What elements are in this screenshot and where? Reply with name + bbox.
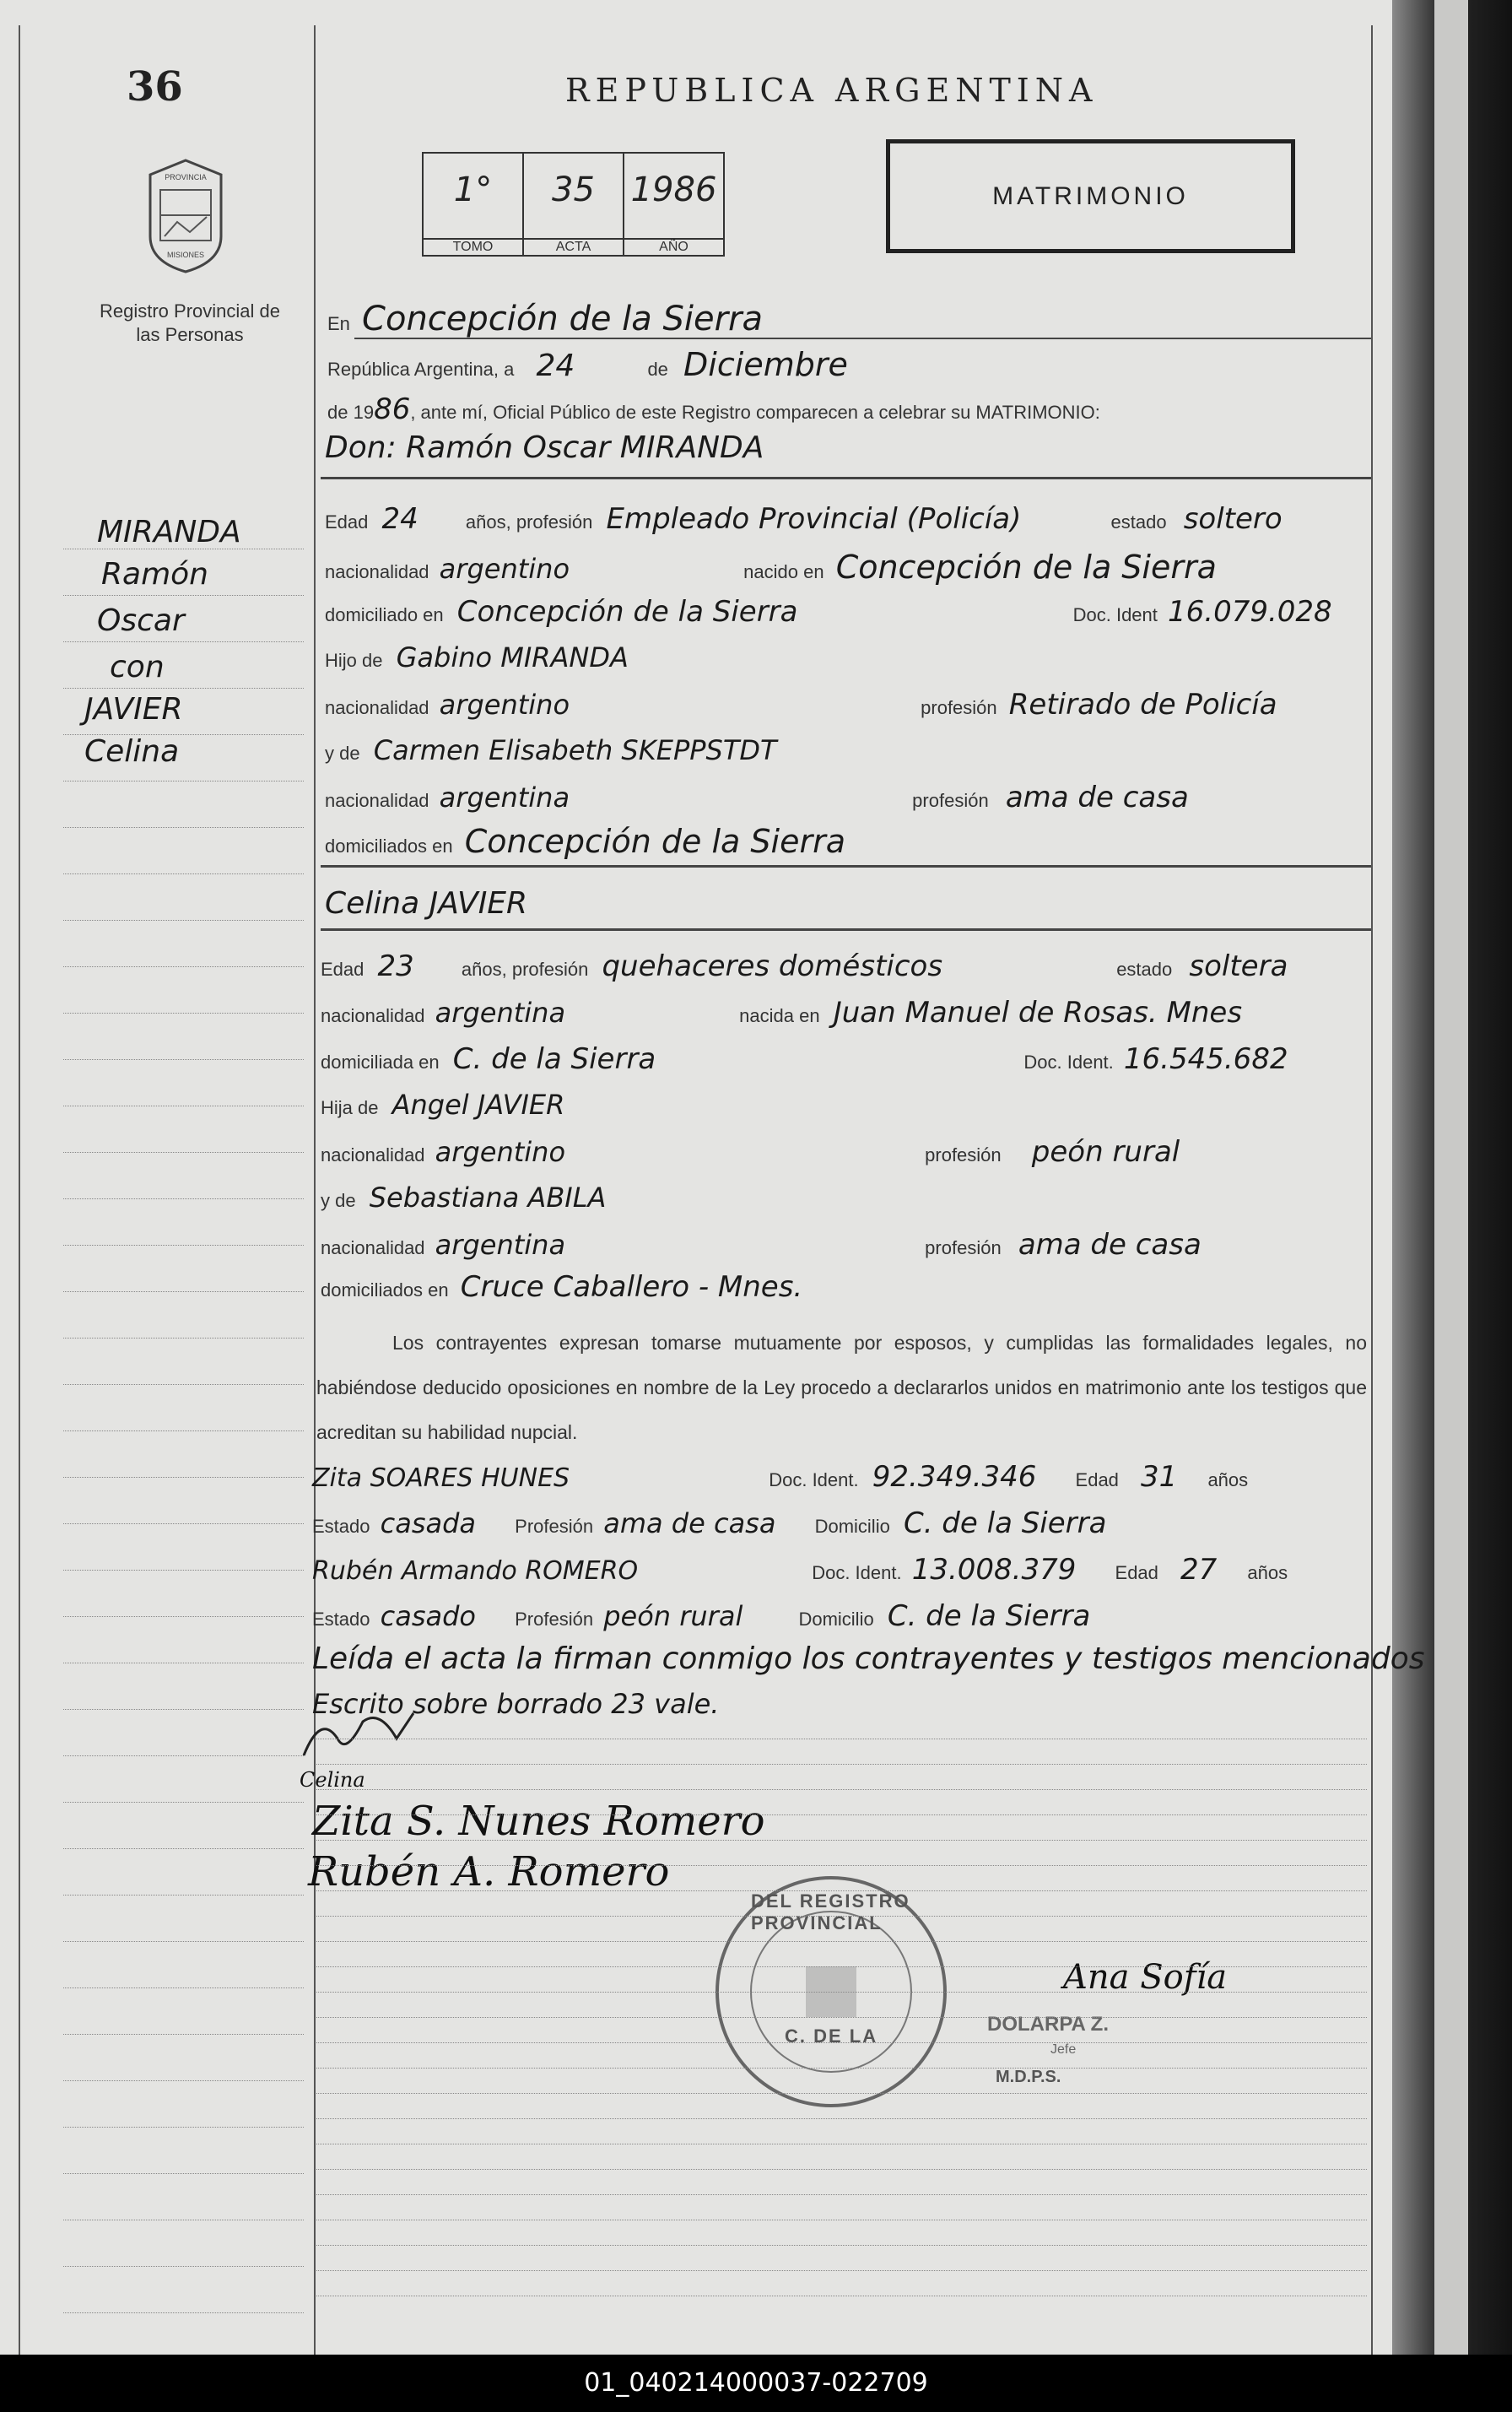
anos-label: años [1207,1469,1249,1490]
ruled-line [63,1895,304,1896]
groom-nac-line [325,549,1217,586]
ruled-line [63,1755,304,1756]
bride-name: Celina JAVIER [325,886,528,921]
document-type-box: MATRIMONIO [886,139,1295,253]
witness2-edad: 27 [1180,1553,1218,1587]
groom-nacido: Concepción de la Sierra [835,549,1217,586]
bride-doc: 16.545.682 [1123,1042,1288,1076]
bride-edad-line [321,949,1288,983]
groom-padre-prof: Retirado de Policía [1008,688,1277,722]
bride-madre-nac-line [321,1228,1202,1262]
ruled-line [316,1966,1367,1967]
ruled-line [63,688,304,689]
anos-label: años [1247,1562,1288,1583]
margin-bride-firstname: Celina [84,734,180,769]
ruled-line [63,1013,304,1014]
witness2-domicilio: C. de la Sierra [887,1599,1091,1633]
bride-nacionalidad: argentina [435,997,566,1029]
image-id-footer: 01_040214000037-022709 [0,2355,1512,2412]
groom-padre: Gabino MIRANDA [396,641,629,673]
witness2-profesion: peón rural [603,1600,743,1632]
bride-name-line [325,886,527,921]
madre-label: y de [325,743,360,764]
tomo-value: 1° [453,170,493,209]
doc-label: Doc. Ident. [769,1469,859,1490]
ruled-line [63,1152,304,1153]
ruled-line [316,2093,1367,2094]
ruled-line [63,2080,304,2081]
doc-label: Doc. Ident. [812,1562,902,1583]
edad-label: Edad [321,959,364,980]
witness2-line [312,1553,1288,1587]
ruled-line [63,873,304,874]
nacionalidad-label: nacionalidad [321,1237,425,1258]
groom-padres-dom: Concepción de la Sierra [464,823,845,860]
margin-bride-surname: JAVIER [84,692,183,727]
nacionalidad-label: nacionalidad [321,1005,425,1026]
de-label: de [647,359,668,380]
witness1-domicilio: C. de la Sierra [903,1506,1107,1540]
intro-year-line [327,392,1100,426]
edad-label: Edad [325,511,369,533]
republica-label: República Argentina, a [327,359,515,380]
closing-line-1: Leída el acta la firman conmigo los contrayentes y testigos mencionados [312,1641,1425,1676]
groom-nacionalidad: argentino [439,553,570,585]
bride-nac-line [321,996,1242,1030]
witness1-edad: 31 [1141,1460,1178,1494]
officer-signature: Ana Sofía [1063,1958,1228,1997]
ruled-line [63,1245,304,1246]
groom-dom-line [325,595,1332,629]
groom-padre-line [325,641,629,673]
ruled-line [316,2245,1367,2246]
witness1-line [312,1460,1248,1494]
intro-place-line [327,300,763,338]
en-label: En [327,313,350,334]
domiciliados-label: domiciliados en [325,836,453,857]
bride-madre: Sebastiana ABILA [369,1182,607,1214]
estado-label: Estado [312,1609,370,1630]
ruled-line [316,1865,1367,1866]
margin-divider [314,25,316,2378]
ruled-line [63,2312,304,2313]
bride-dom-line [321,1042,1288,1076]
ruled-line [316,2068,1367,2069]
ruled-line [316,2042,1367,2043]
underline [354,338,1371,339]
estado-label: estado [1116,959,1173,980]
groom-name-line [325,430,764,465]
intro-year: 86 [374,392,411,426]
domiciliada-label: domiciliada en [321,1052,440,1073]
anos-profesion-label: años, profesión [461,959,589,980]
ruled-line [316,1941,1367,1942]
profesion-label: profesión [921,697,997,718]
witness1-profesion: ama de casa [603,1507,776,1539]
bride-edad: 23 [377,949,414,983]
ruled-line [63,1941,304,1942]
nacionalidad-label: nacionalidad [325,790,429,811]
bride-madre-prof: ama de casa [1018,1228,1202,1262]
groom-estado: soltero [1183,502,1282,536]
page-number: 36 [127,63,183,111]
groom-madre: Carmen Elisabeth SKEPPSTDT [373,734,777,766]
page-edge [1434,0,1468,2355]
ruled-line [63,2034,304,2035]
groom-madre-nac-line [325,781,1189,814]
witness1-estado: casada [380,1507,477,1539]
ruled-line [316,1840,1367,1841]
profesion-label: Profesión [515,1609,594,1630]
bride-padre-line [321,1089,564,1121]
stamp-ring-text: DEL REGISTRO PROVINCIAL [751,1890,910,1933]
signature-zita: Zita S. Nunes Romero [312,1798,765,1845]
edad-label: Edad [1115,1562,1158,1583]
groom-padre-nac: argentino [439,689,570,721]
ruled-line [63,1848,304,1849]
ruled-line [63,2127,304,2128]
ruled-line [316,2169,1367,2170]
ruled-line [316,2270,1367,2271]
anos-profesion-label: años, profesión [465,511,593,533]
groom-domicilio: Concepción de la Sierra [456,595,798,629]
groom-madre-nac: argentina [439,781,570,814]
nacionalidad-label: nacionalidad [325,697,429,718]
tomo-label: TOMO [424,238,522,255]
ruled-line [63,1709,304,1710]
bride-nacida: Juan Manuel de Rosas. Mnes [833,996,1243,1030]
seal-text-top: PROVINCIA [165,173,207,181]
ruled-line [63,827,304,828]
bride-padres-dom: Cruce Caballero - Mnes. [460,1270,803,1304]
intro-day: 24 [536,349,575,383]
intro-text: , ante mí, Oficial Público de este Registro comparecen a celebrar su MATRIMONIO: [410,402,1100,423]
bride-padre-nac: argentino [435,1136,566,1168]
officer-title: Jefe [1050,2042,1077,2057]
ruled-line [63,2266,304,2267]
groom-profesion: Empleado Provincial (Policía) [606,502,1022,536]
officer-line: M.D.P.S. [996,2068,1061,2086]
right-border [1371,25,1373,2378]
ano-label: AÑO [624,238,723,255]
officer-name: DOLARPA Z. [987,2013,1109,2036]
intro-place: Concepción de la Sierra [362,300,764,338]
witness1-doc: 92.349.346 [872,1460,1037,1494]
bride-padre-nac-line [321,1135,1180,1169]
ruled-line [316,2017,1367,2018]
domicilio-label: Domicilio [814,1516,890,1537]
signature-ruben: Rubén A. Romero [308,1848,670,1896]
section-divider [321,865,1371,868]
ruled-line [63,1802,304,1803]
page-title: REPUBLICA ARGENTINA [565,72,1099,109]
seal-text-bottom: MISIONES [166,251,205,259]
estado-label: Estado [312,1516,370,1537]
padre-label: Hija de [321,1097,379,1118]
ruled-line [316,1916,1367,1917]
year-prefix: de 19 [327,402,375,423]
nacida-label: nacida en [739,1005,820,1026]
profesion-label: profesión [925,1144,1002,1165]
ruled-line [316,1992,1367,1993]
padre-label: Hijo de [325,650,383,671]
groom-name: Don: Ramón Oscar MIRANDA [325,430,764,465]
doc-label: Doc. Ident. [1023,1052,1114,1073]
witness1-name: Zita SOARES HUNES [312,1463,570,1493]
ruled-line [63,734,304,735]
margin-con: con [110,650,165,684]
ruled-line [63,1059,304,1060]
acta-label: ACTA [524,238,623,255]
bride-padre-prof: peón rural [1031,1135,1180,1169]
nacido-label: nacido en [743,561,824,582]
ruled-line [63,641,304,642]
signature-celina: Celina [300,1768,365,1792]
bride-padre: Angel JAVIER [392,1089,565,1121]
acta-cell [524,154,624,255]
bride-madre-line [321,1182,606,1214]
groom-madre-prof: ama de casa [1005,781,1189,814]
intro-date-line [327,346,848,383]
acta-box [422,152,725,257]
ruled-line [63,1616,304,1617]
estado-label: estado [1110,511,1167,533]
ruled-line [63,1570,304,1571]
nacionalidad-label: nacionalidad [325,561,429,582]
witness2-estado: casado [380,1600,476,1632]
bride-domicilio: C. de la Sierra [452,1042,656,1076]
profesion-label: Profesión [515,1516,594,1537]
witness2-detail-line [312,1599,1090,1633]
intro-month: Diciembre [683,346,848,383]
ruled-line [63,2173,304,2174]
bride-padres-dom-line [321,1270,802,1304]
margin-surname: MIRANDA [97,515,241,549]
declaration-text: Los contrayentes expresan tomarse mutuamente por esposos, y cumplidas las formalidades legales, no habiéndose deducido oposiciones en nombre de la Ley procedo a declararlos unidos en matrimonio ante los testigos que acreditan su habilidad nupcial. [316,1332,1367,1443]
ruled-line [63,595,304,596]
ruled-line [316,2118,1367,2119]
ruled-line [63,1987,304,1988]
ruled-line [63,1523,304,1524]
ruled-line [63,966,304,967]
acta-value: 35 [552,170,595,209]
ruled-line [63,920,304,921]
witness2-name: Rubén Armando ROMERO [312,1556,639,1586]
tomo-cell [424,154,524,255]
ruled-line [63,1477,304,1478]
margin-firstname: Ramón [101,557,208,592]
domiciliado-label: domiciliado en [325,604,444,625]
ruled-line [316,1890,1367,1891]
doc-label: Doc. Ident [1072,604,1158,625]
registro-label: Registro Provincial de las Personas [100,300,280,345]
ruled-line [316,1789,1367,1790]
bride-estado: soltera [1189,949,1288,983]
domiciliados-label: domiciliados en [321,1279,449,1301]
groom-doc: 16.079.028 [1168,595,1332,629]
groom-madre-line [325,734,777,766]
ruled-line [63,1291,304,1292]
ruled-line [63,1198,304,1199]
stamp-center-text: C. DE LA [785,2025,878,2047]
bride-madre-nac: argentina [435,1229,566,1261]
ruled-line [63,1384,304,1385]
groom-edad: 24 [381,502,418,536]
groom-padres-dom-line [325,823,845,860]
ruled-line [316,1814,1367,1815]
domicilio-label: Domicilio [798,1609,874,1630]
groom-padre-nac-line [325,688,1277,722]
groom-edad-line [325,502,1282,536]
closing-line-2: Escrito sobre borrado 23 vale. [312,1688,720,1720]
ruled-line [316,1764,1367,1765]
margin-middlename: Oscar [97,603,185,638]
profesion-label: profesión [912,790,989,811]
nacionalidad-label: nacionalidad [321,1144,425,1165]
madre-label: y de [321,1190,356,1211]
provincial-seal-icon [143,156,228,274]
ano-value: 1986 [630,170,717,209]
witness1-detail-line [312,1506,1106,1540]
section-divider [321,477,1371,479]
left-border [19,25,20,2378]
ruled-line [63,1430,304,1431]
ano-cell [624,154,723,255]
ruled-line [316,2194,1367,2195]
section-divider [321,928,1371,931]
witness2-doc: 13.008.379 [911,1553,1077,1587]
edad-label: Edad [1075,1469,1119,1490]
bride-profesion: quehaceres domésticos [602,949,943,983]
profesion-label: profesión [925,1237,1002,1258]
